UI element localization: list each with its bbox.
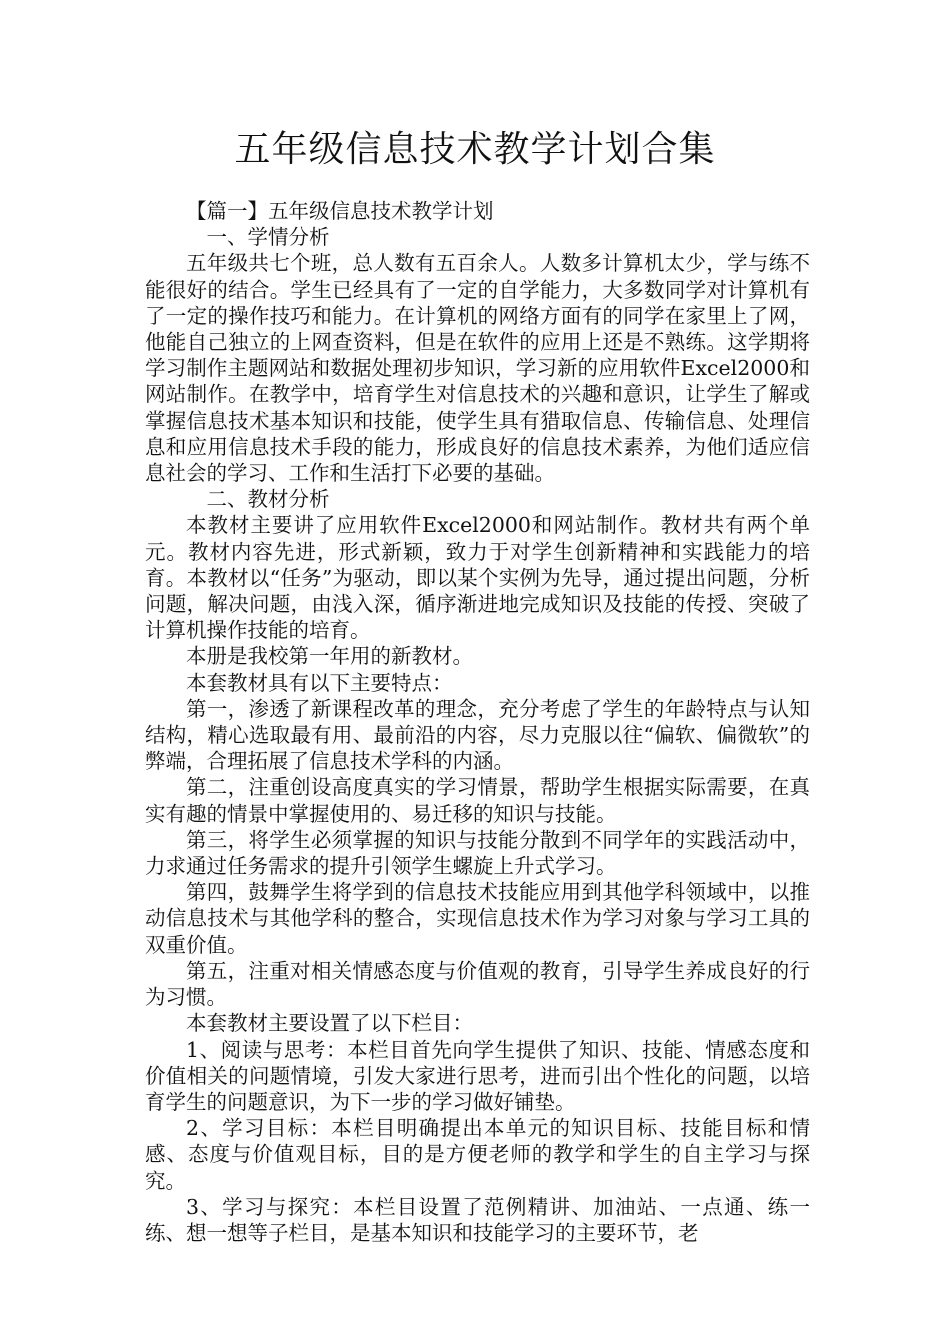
section-heading-2: 二、教材分析 (206, 487, 330, 512)
feature-paragraph-4: 第四，鼓舞学生将学到的信息技术技能应用到其他学科领域中，以推动信息技术与其他学科的整合，实现信息技术作为学习对象与学习工具的双重价值。 (145, 880, 810, 957)
document-body (145, 198, 810, 1246)
body-paragraph: 本册是我校第一年用的新教材。 (186, 644, 473, 669)
body-paragraph: 本教材主要讲了应用软件Excel2000和网站制作。教材共有两个单元。教材内容先进，形式新颖，致力于对学生创新精神和实践能力的培育。本教材以“任务”为驱动，即以某个实例为先导，通过提出问题，分析问题，解决问题，由浅入深，循序渐进地完成知识及技能的传授、突破了计算机操作技能的培育。 (145, 513, 810, 643)
feature-paragraph-1: 第一，渗透了新课程改革的理念，充分考虑了学生的年龄特点与认知结构，精心选取最有用、最前沿的内容，尽力克服以往“偏软、偏微软”的弊端，合理拓展了信息技术学科的内涵。 (145, 696, 810, 774)
body-paragraph: 五年级共七个班，总人数有五百余人。人数多计算机太少，学与练不能很好的结合。学生已经具有了一定的自学能力，大多数同学对计算机有了一定的操作技巧和能力。在计算机的网络方面有的同学在家里上了网，他能自己独立的上网查资料，但是在软件的应用上还是不熟练。这学期将学习制作主题网站和数据处理初步知识，学习新的应用软件Excel2000和网站制作。在教学中，培育学生对信息技术的兴趣和意识，让学生了解或掌握信息技术基本知识和技能，使学生具有猎取信息、传输信息、处理信息和应用信息技术手段的能力，形成良好的信息技术素养，为他们适应信息社会的学习、工作和生活打下必要的基础。 (145, 251, 810, 486)
feature-paragraph-2: 第二，注重创设高度真实的学习情景，帮助学生根据实际需要，在真实有趣的情景中掌握使用的、易迁移的知识与技能。 (145, 775, 810, 826)
chapter-heading: 【篇一】五年级信息技术教学计划 (186, 199, 494, 223)
column-item-3: 3、学习与探究：本栏目设置了范例精讲、加油站、一点通、练一练、想一想等子栏目，是基本知识和技能学习的主要环节，老 (145, 1194, 810, 1245)
body-paragraph: 本套教材主要设置了以下栏目： (186, 1011, 473, 1036)
feature-paragraph-3: 第三，将学生必须掌握的知识与技能分散到不同学年的实践活动中，力求通过任务需求的提升引领学生螺旋上升式学习。 (145, 827, 810, 879)
feature-paragraph-5: 第五，注重对相关情感态度与价值观的教育，引导学生养成良好的行为习惯。 (145, 958, 810, 1010)
column-item-1: 1、阅读与思考：本栏目首先向学生提供了知识、技能、情感态度和价值相关的问题情境，引发大家进行思考，进而引出个性化的问题，以培育学生的问题意识，为下一步的学习做好铺垫。 (145, 1037, 810, 1114)
column-item-2: 2、学习目标：本栏目明确提出本单元的知识目标、技能目标和情感、态度与价值观目标，目的是方便老师的教学和学生的自主学习与探究。 (145, 1116, 810, 1193)
body-paragraph: 本套教材具有以下主要特点： (186, 670, 453, 695)
document-title: 五年级信息技术教学计划合集 (234, 129, 716, 170)
section-heading-1: 一、学情分析 (206, 225, 330, 250)
